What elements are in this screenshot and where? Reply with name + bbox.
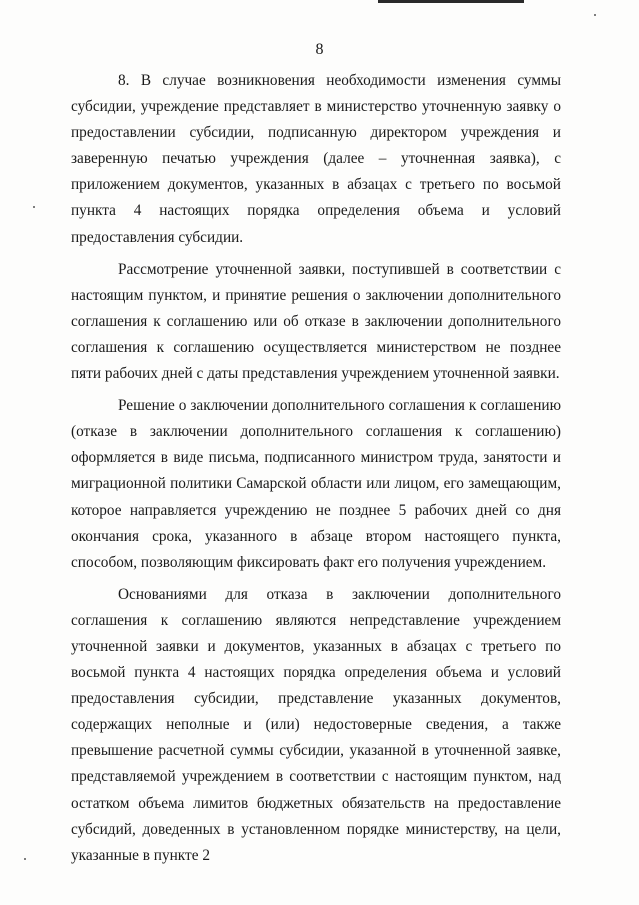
scan-speck <box>24 858 26 860</box>
scan-top-rule <box>378 0 524 3</box>
paragraph-refusal-grounds: Основаниями для отказа в заключении дополнительного соглашения к соглашению являются непредставление учреждением уточненной заявки и документов, указанных в абзацах с третьего по восьмой пункта 4 настоящих порядка определения объема и условий предоставления субсидии, представление указанных документов, содержащих неполные и (или) недостоверные сведения, а также превышение расчетной суммы субсидии, указанной в уточненной заявке, представляемой учреждением в соответствии с настоящим пунктом, над остатком объема лимитов бюджетных обязательств на предоставление субсидий, доведенных в установленном порядке министерству, на цели, указанные в пункте 2 <box>71 585 561 864</box>
scan-speck <box>594 14 596 16</box>
scan-speck <box>33 206 35 208</box>
document-body <box>71 68 561 869</box>
page-number: 8 <box>315 41 324 58</box>
paragraph-item-8: 8. В случае возникновения необходимости изменения суммы субсидии, учреждение представляет в министерство уточненную заявку о предоставлении субсидии, подписанную директором учреждения и заверенную печатью учреждения (далее – уточненная заявка), с приложением документов, указанных в абзацах с третьего по восьмой пункта 4 настоящих порядка определения объема и условий предоставления субсидии. <box>71 72 561 246</box>
paragraph-review-terms: Рассмотрение уточненной заявки, поступившей в соответствии с настоящим пунктом, и принятие решения о заключении дополнительного соглашения к соглашению или об отказе в заключении дополнительного соглашения к соглашению осуществляется министерством не позднее пяти рабочих дней с даты представления учреждением уточненной заявки. <box>71 260 561 383</box>
paragraph-decision-letter: Решение о заключении дополнительного соглашения к соглашению (отказе в заключении дополнительного соглашения к соглашению) оформляется в виде письма, подписанного министром труда, занятости и миграционной политики Самарской области или лицом, его замещающим, которое направляется учреждению не позднее 5 рабочих дней со дня окончания срока, указанного в абзаце втором настоящего пункта, способом, позволяющим фиксировать факт его получения учреждением. <box>71 397 561 571</box>
